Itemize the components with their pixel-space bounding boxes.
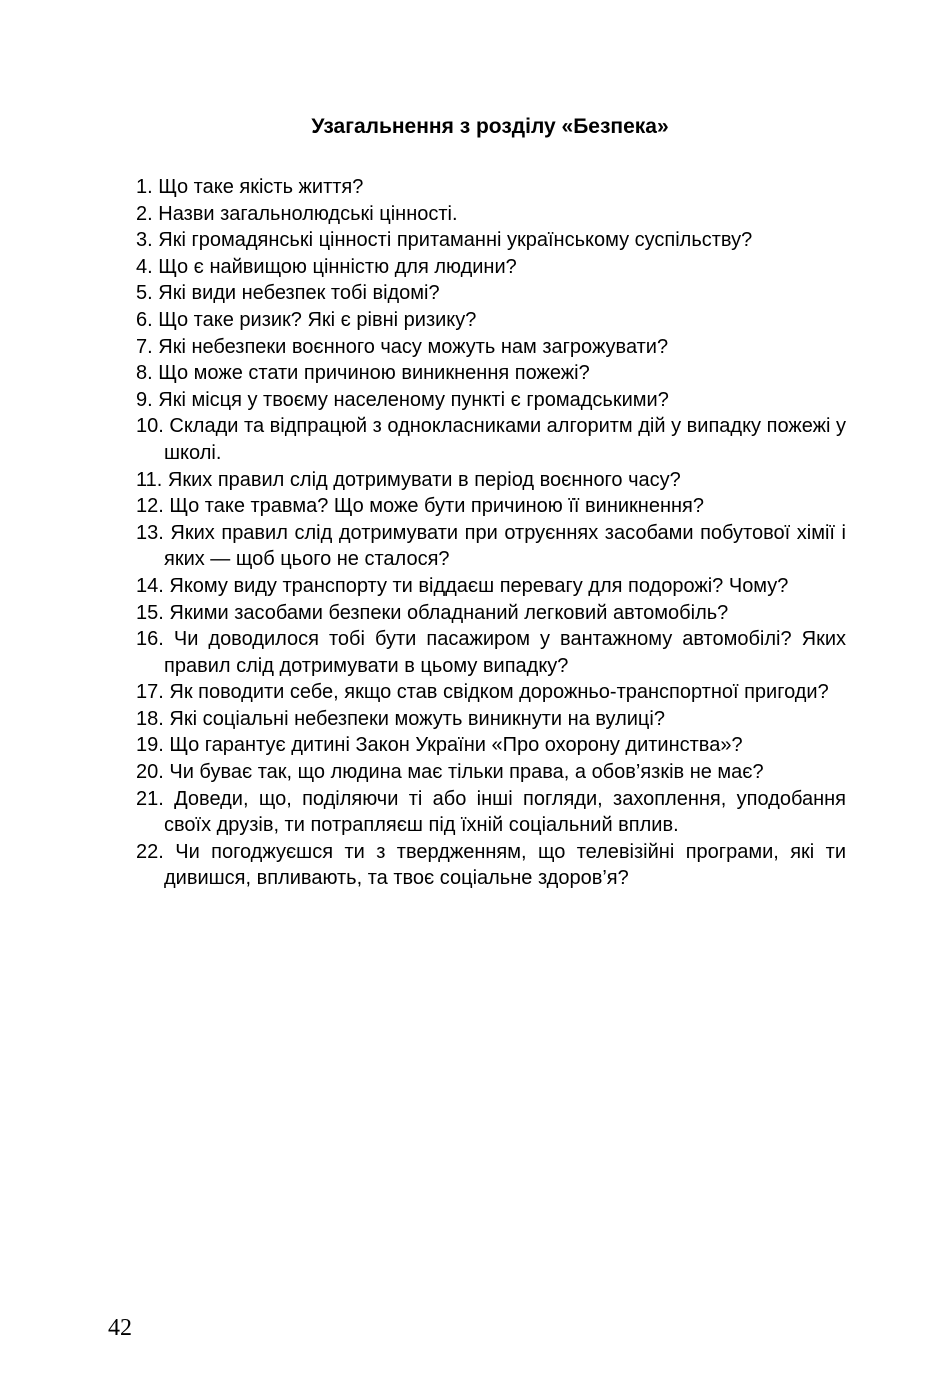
question-text: Які небезпеки воєнного часу можуть нам загрожувати? — [158, 335, 669, 358]
question-text: Що таке якість життя? — [158, 176, 364, 198]
page-number: 42 — [108, 1315, 132, 1341]
list-item — [136, 307, 846, 334]
question-text: Які громадянські цінності притаманні українському суспільству? — [158, 229, 753, 252]
question-number: 11. — [136, 468, 163, 491]
question-number: 10. — [136, 415, 164, 438]
question-number: 19. — [136, 734, 164, 757]
question-number: 9. — [136, 388, 153, 411]
question-text: Які соціальні небезпеки можуть виникнути на вулиці? — [169, 707, 665, 730]
question-text: Що може стати причиною виникнення пожежі? — [158, 362, 590, 385]
question-text: Чи буває так, що людина має тільки права, а обов’язків не має? — [169, 761, 764, 784]
question-text: Яких правил слід дотримувати в період воєнного часу? — [167, 468, 681, 491]
question-text: Що таке ризик? Які є рівні ризику? — [158, 308, 477, 331]
question-number: 22. — [136, 840, 164, 863]
list-item — [136, 280, 846, 307]
question-number: 17. — [136, 681, 164, 704]
question-number: 6. — [136, 308, 153, 331]
question-text: Яких правил слід дотримувати при отруєннях засобами побутової хімії і яких — щоб цього не сталося? — [164, 521, 846, 571]
question-number: 18. — [136, 707, 164, 730]
list-item — [136, 227, 846, 254]
list-item — [136, 201, 846, 228]
list-item — [136, 573, 846, 600]
question-text: Чи погоджуєшся ти з твердженням, що телевізійні програми, які ти дивишся, впливають, та твоє соціальне здоров’я? — [164, 840, 846, 890]
question-number: 4. — [136, 255, 153, 278]
list-item — [136, 626, 846, 679]
question-text: Як поводити себе, якщо став свідком дорожньо-транспортної пригоди? — [169, 681, 829, 704]
list-item — [136, 493, 846, 520]
list-item — [136, 839, 846, 892]
question-text: Що є найвищою цінністю для людини? — [158, 255, 517, 278]
list-item — [136, 732, 846, 759]
list-item — [136, 334, 846, 361]
question-text: Склади та відпрацюй з однокласниками алгоритм дій у випадку пожежі у школі. — [164, 415, 847, 464]
list-item — [136, 786, 846, 839]
question-number: 15. — [136, 601, 164, 624]
question-number: 16. — [136, 628, 164, 651]
list-item — [136, 387, 846, 414]
question-text: Що гарантує дитині Закон України «Про охорону дитинства»? — [169, 734, 743, 757]
question-text: Доведи, що, поділяючи ті або інші погляди, захоплення, уподобання своїх друзів, ти потрапляєш під їхній соціальний вплив. — [164, 787, 846, 837]
page-title: Узагальнення з розділу «Безпека» — [311, 115, 669, 138]
question-text: Якому виду транспорту ти віддаєш перевагу для подорожі? Чому? — [169, 574, 789, 597]
list-item — [136, 413, 846, 466]
question-number: 7. — [136, 335, 153, 358]
question-text: Які місця у твоєму населеному пункті є громадськими? — [158, 388, 669, 411]
question-text: Якими засобами безпеки обладнаний легковий автомобіль? — [169, 601, 729, 624]
question-text: Чи доводилося тобі бути пасажиром у вантажному автомобілі? Яких правил слід дотримувати в цьому випадку? — [164, 628, 847, 677]
list-item — [136, 467, 846, 494]
question-number: 12. — [136, 495, 164, 518]
list-item — [136, 254, 846, 281]
list-item — [136, 600, 846, 627]
question-number: 14. — [136, 574, 164, 597]
question-number: 8. — [136, 362, 153, 385]
question-list — [136, 174, 846, 892]
question-number: 3. — [136, 229, 153, 252]
question-number: 21. — [136, 787, 164, 810]
question-number: 2. — [136, 202, 153, 225]
list-item — [136, 759, 846, 786]
question-number: 1. — [136, 176, 153, 198]
question-number: 20. — [136, 761, 164, 784]
question-text: Які види небезпек тобі відомі? — [158, 282, 440, 305]
question-number: 5. — [136, 282, 153, 305]
question-text: Що таке травма? Що може бути причиною її виникнення? — [169, 495, 705, 518]
list-item — [136, 706, 846, 733]
list-item — [136, 520, 846, 573]
list-item — [136, 174, 846, 201]
question-text: Назви загальнолюдські цінності. — [158, 202, 458, 225]
question-number: 13. — [136, 521, 164, 544]
list-item — [136, 679, 846, 706]
list-item — [136, 360, 846, 387]
